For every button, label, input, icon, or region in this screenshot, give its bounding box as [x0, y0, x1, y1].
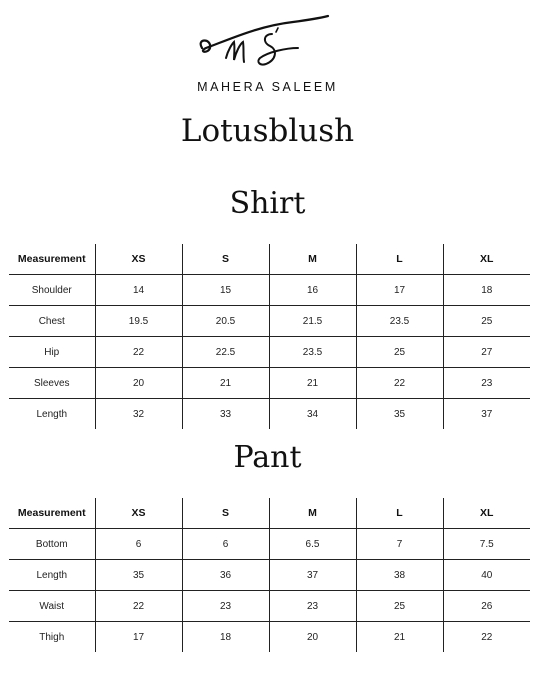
table-cell: 22 [95, 591, 182, 622]
table-cell: 21 [182, 368, 269, 399]
table-cell: 7.5 [443, 529, 530, 560]
measurement-label: Hip [9, 337, 95, 368]
shirt-size-table [9, 244, 530, 429]
table-cell: 22.5 [182, 337, 269, 368]
table-header-row [9, 498, 530, 529]
table-cell: 25 [443, 306, 530, 337]
table-cell: 21 [356, 622, 443, 653]
table-cell: 23 [443, 368, 530, 399]
measurement-header: Measurement [17, 253, 86, 265]
table-cell: 6 [182, 529, 269, 560]
table-cell: 35 [95, 560, 182, 591]
table-cell: 17 [95, 622, 182, 653]
measurement-label: Length [9, 560, 95, 591]
measurement-label: Thigh [9, 622, 95, 653]
measurement-label: Shoulder [9, 275, 95, 306]
table-header-row [9, 244, 530, 275]
table-cell: 17 [356, 275, 443, 306]
size-header: XL [443, 244, 530, 275]
size-header: M [269, 244, 356, 275]
ms-monogram-icon [198, 14, 338, 76]
brand-name: MAHERA SALEEM [197, 80, 338, 94]
table-cell: 22 [356, 368, 443, 399]
measurement-label: Chest [9, 306, 95, 337]
size-header: L [356, 244, 443, 275]
table-cell: 37 [269, 560, 356, 591]
table-cell: 37 [443, 399, 530, 430]
pant-size-table [9, 498, 530, 652]
table-cell: 26 [443, 591, 530, 622]
table-row [9, 622, 530, 653]
table-cell: 22 [443, 622, 530, 653]
table-cell: 27 [443, 337, 530, 368]
size-header: S [182, 244, 269, 275]
table-row [9, 306, 530, 337]
size-header: XL [443, 498, 530, 529]
table-cell: 25 [356, 337, 443, 368]
table-row [9, 337, 530, 368]
table-cell: 22 [95, 337, 182, 368]
table-cell: 23 [269, 591, 356, 622]
table-cell: 21.5 [269, 306, 356, 337]
table-cell: 20.5 [182, 306, 269, 337]
table-cell: 6 [95, 529, 182, 560]
table-cell: 23.5 [269, 337, 356, 368]
product-title: Lotusblush [180, 113, 355, 149]
table-cell: 32 [95, 399, 182, 430]
pant-section-title: Pant [233, 440, 302, 475]
table-cell: 25 [356, 591, 443, 622]
size-header: M [269, 498, 356, 529]
table-cell: 20 [95, 368, 182, 399]
table-cell: 34 [269, 399, 356, 430]
table-cell: 7 [356, 529, 443, 560]
table-row [9, 275, 530, 306]
size-header: S [182, 498, 269, 529]
measurement-label: Bottom [9, 529, 95, 560]
table-cell: 18 [182, 622, 269, 653]
table-row [9, 591, 530, 622]
shirt-section-title: Shirt [229, 186, 306, 221]
table-row [9, 560, 530, 591]
table-cell: 19.5 [95, 306, 182, 337]
table-cell: 35 [356, 399, 443, 430]
size-header: L [356, 498, 443, 529]
size-header: XS [95, 244, 182, 275]
table-cell: 18 [443, 275, 530, 306]
measurement-label: Length [9, 399, 95, 430]
table-cell: 33 [182, 399, 269, 430]
table-row [9, 529, 530, 560]
table-cell: 36 [182, 560, 269, 591]
table-cell: 38 [356, 560, 443, 591]
table-cell: 20 [269, 622, 356, 653]
measurement-label: Sleeves [9, 368, 95, 399]
measurement-label: Waist [9, 591, 95, 622]
table-row [9, 368, 530, 399]
table-cell: 14 [95, 275, 182, 306]
table-cell: 23.5 [356, 306, 443, 337]
table-row [9, 399, 530, 430]
table-cell: 6.5 [269, 529, 356, 560]
size-header: XS [95, 498, 182, 529]
table-cell: 21 [269, 368, 356, 399]
brand-logo [0, 14, 535, 76]
measurement-header: Measurement [17, 507, 86, 519]
table-cell: 23 [182, 591, 269, 622]
table-cell: 15 [182, 275, 269, 306]
table-cell: 16 [269, 275, 356, 306]
table-cell: 40 [443, 560, 530, 591]
